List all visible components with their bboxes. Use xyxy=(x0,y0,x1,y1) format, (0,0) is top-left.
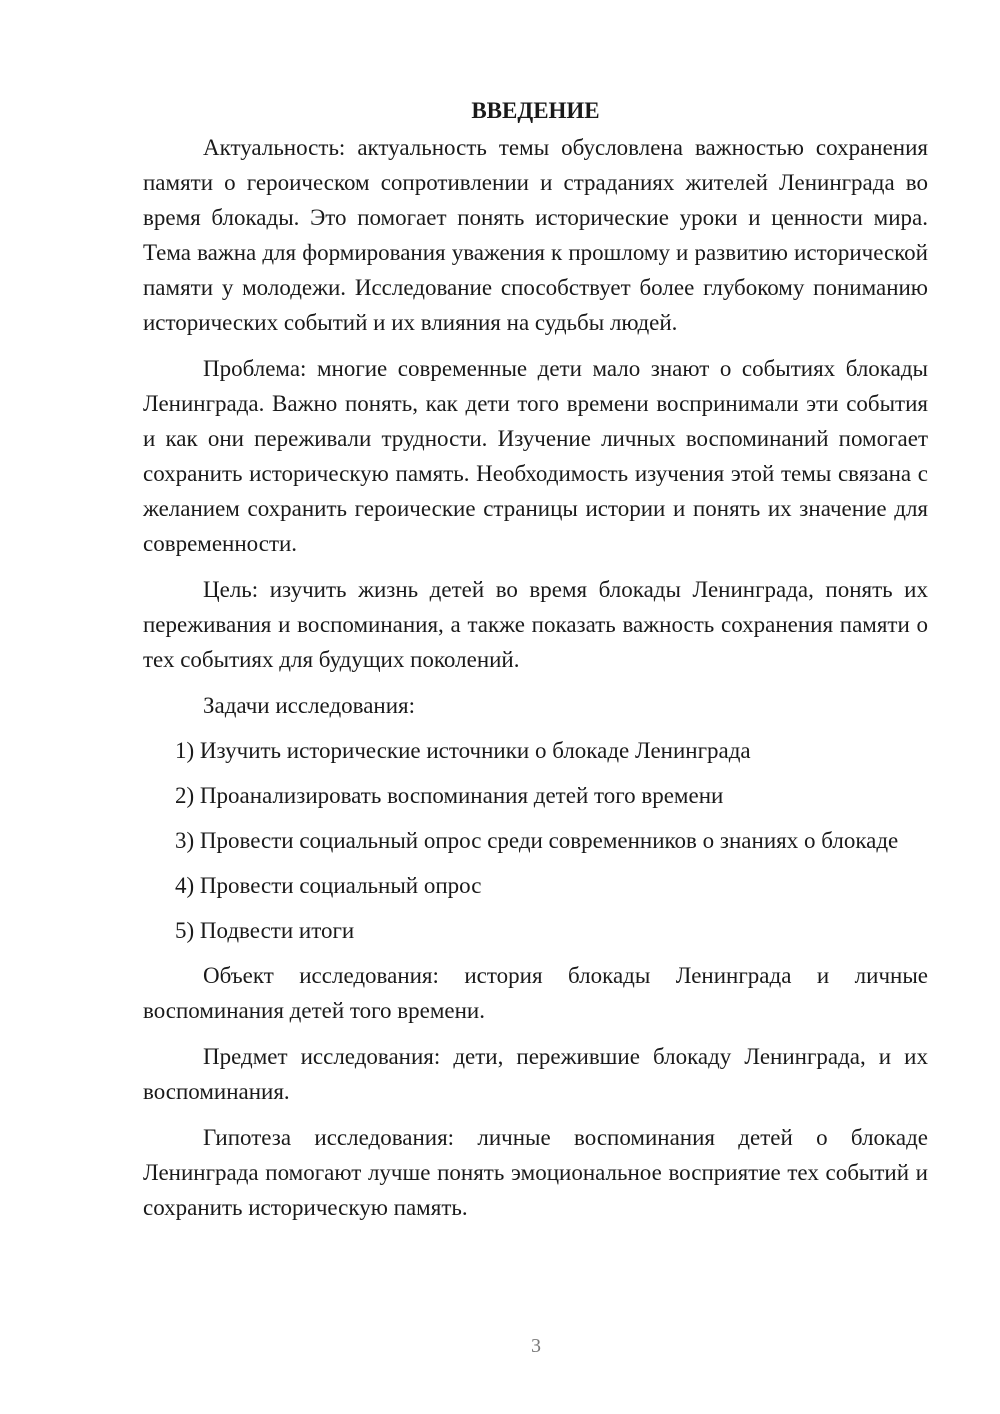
problem-paragraph: Проблема: многие современные дети мало знают о событиях блокады Ленинграда. Важно понять, как дети того времени воспринимали эти события и как они переживали трудности. Изучение личных воспоминаний помогает сохранить историческую память. Необходимость изучения этой темы связана с желанием сохранить героические страницы истории и понять их значение для современности. xyxy=(143,356,928,556)
hypothesis-paragraph: Гипотеза исследования: личные воспоминания детей о блокаде Ленинграда помогают лучше понять эмоциональное восприятие тех событий и сохранить историческую память. xyxy=(143,1125,928,1220)
subject-paragraph: Предмет исследования: дети, пережившие блокаду Ленинграда, и их воспоминания. xyxy=(143,1044,928,1104)
tasks-list xyxy=(143,733,928,948)
document-body xyxy=(143,96,928,1236)
task-item: 1) Изучить исторические источники о блокаде Ленинграда xyxy=(175,738,751,763)
section-title: ВВЕДЕНИЕ xyxy=(471,98,600,123)
task-item: 5) Подвести итоги xyxy=(175,918,355,943)
task-item: 3) Провести социальный опрос среди современников о знаниях о блокаде xyxy=(175,828,899,853)
task-item: 2) Проанализировать воспоминания детей того времени xyxy=(175,783,724,808)
object-paragraph: Объект исследования: история блокады Ленинграда и личные воспоминания детей того времени. xyxy=(143,963,928,1023)
relevance-paragraph: Актуальность: актуальность темы обусловлена важностью сохранения памяти о героическом сопротивлении и страданиях жителей Ленинграда во время блокады. Это помогает понять исторические уроки и ценности мира. Тема важна для формирования уважения к прошлому и развитию исторической памяти у молодежи. Исследование способствует более глубокому пониманию исторических событий и их влияния на судьбы людей. xyxy=(143,135,928,335)
task-item: 4) Провести социальный опрос xyxy=(175,873,482,898)
tasks-heading: Задачи исследования: xyxy=(203,693,416,718)
page-number: 3 xyxy=(531,1335,541,1357)
goal-paragraph: Цель: изучить жизнь детей во время блокады Ленинграда, понять их переживания и воспоминания, а также показать важность сохранения памяти о тех событиях для будущих поколений. xyxy=(143,577,928,672)
